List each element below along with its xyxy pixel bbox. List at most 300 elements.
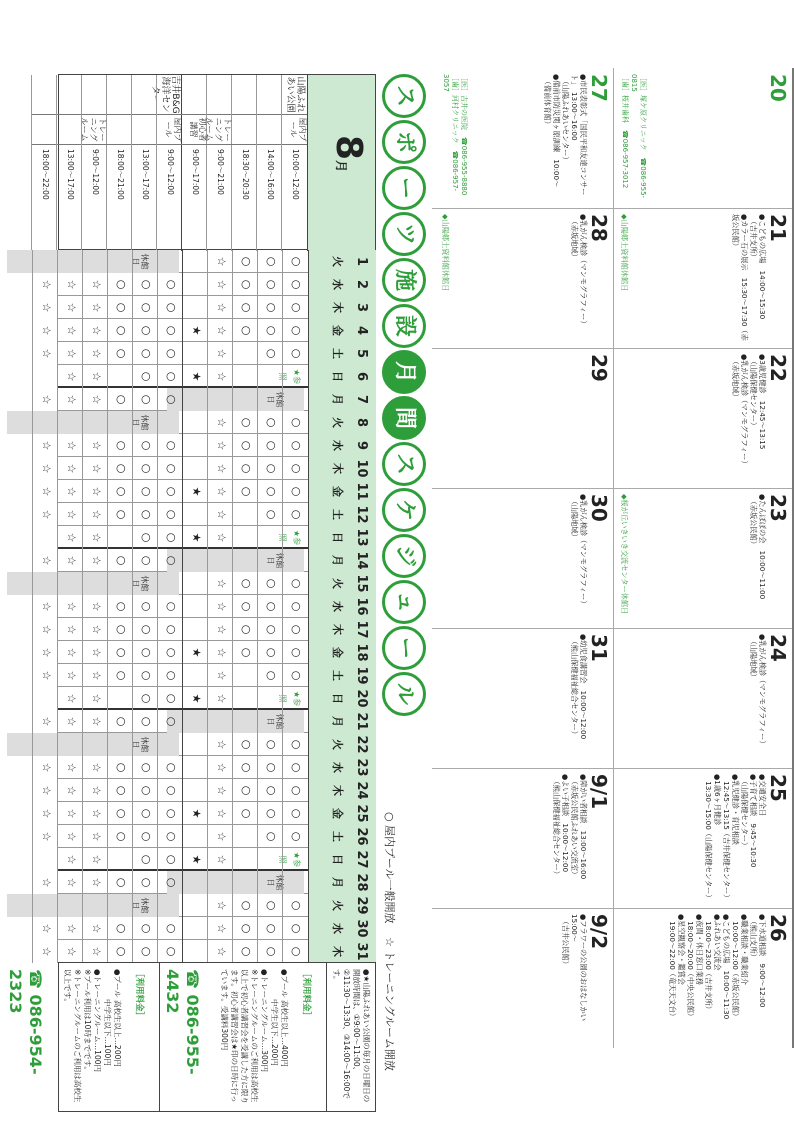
day-column: [40, 503, 376, 526]
title-character: ポ: [382, 120, 426, 164]
day-number: 14: [354, 551, 369, 570]
title-character: 設: [382, 304, 426, 348]
schedule-mark: ○: [240, 440, 253, 451]
row-divider: [57, 250, 58, 273]
row-divider: [257, 802, 258, 825]
row-divider: [32, 434, 33, 457]
schedule-mark: ○: [115, 762, 128, 773]
schedule-mark: ☆: [40, 509, 53, 520]
calendar-day: [435, 768, 613, 908]
row-divider: [182, 733, 183, 756]
row-divider: [282, 664, 283, 687]
grid-header-month: [307, 75, 375, 251]
row-divider: [257, 273, 258, 296]
row-divider: [257, 457, 258, 480]
row-divider: [82, 250, 83, 273]
schedule-mark: ☆: [215, 348, 228, 359]
row-divider: [82, 296, 83, 319]
schedule-mark: ○: [240, 578, 253, 589]
row-divider: [207, 733, 208, 756]
row-divider: [232, 664, 233, 687]
schedule-mark: ☆: [90, 348, 103, 359]
row-divider: [157, 342, 158, 365]
row-divider: [32, 848, 33, 871]
row-divider: [82, 388, 83, 411]
row-divider: [32, 756, 33, 779]
schedule-mark: ○: [165, 670, 178, 681]
row-divider: [207, 917, 208, 940]
weekday: 月: [331, 716, 344, 727]
day-column: [40, 549, 376, 572]
schedule-mark: ☆: [90, 831, 103, 842]
row-divider: [82, 503, 83, 526]
schedule-mark: ○: [165, 877, 178, 888]
facility-labels: [41, 74, 376, 250]
row-divider: [57, 779, 58, 802]
schedule-mark: ☆: [65, 532, 78, 543]
calendar-events: ●交通安全日 ●子育て相談 9:45〜10:30 （山陽保健センター） ●乳児健診・育児相談 12:45〜13:15（吉井保健センター） ●1歳6ヶ月健診 13:30〜15:00（山陽保健センター）: [704, 774, 767, 902]
row-divider: [207, 365, 208, 388]
row-divider: [257, 526, 258, 549]
on-duty-clinic: ［医］塚ケ原クリニック ☎086-955-0815 ［歯］桜井歯科 ☎086-957-3012: [621, 74, 647, 199]
row-divider: [107, 411, 108, 434]
row-divider: [207, 710, 208, 733]
row-divider: [82, 802, 83, 825]
calendar-date: 27: [587, 74, 611, 102]
row-divider: [182, 319, 183, 342]
schedule-mark: ○: [290, 624, 303, 635]
row-divider: [82, 756, 83, 779]
row-divider: [182, 296, 183, 319]
row-divider: [32, 411, 33, 434]
day-number: 9: [354, 440, 369, 451]
weekday: 土: [331, 509, 344, 520]
weekday: 金: [331, 647, 344, 658]
legend-training: ☆ トレーニングルーム開放: [383, 937, 396, 1071]
schedule-mark: ○: [240, 601, 253, 612]
day-number: 22: [354, 735, 369, 754]
row-divider: [232, 894, 233, 917]
row-divider: [32, 894, 33, 917]
schedule-mark: ○: [115, 555, 128, 566]
time-slot: 14:00〜16:00: [266, 149, 275, 200]
schedule-mark: ○: [165, 946, 178, 957]
schedule-mark: ○: [265, 808, 278, 819]
day-number: 2: [354, 279, 369, 290]
row-divider: [107, 687, 108, 710]
schedule-mark: ☆: [215, 486, 228, 497]
day-number: 11: [354, 482, 369, 501]
schedule-mark: ★: [190, 854, 203, 865]
row-divider: [182, 595, 183, 618]
row-divider: [157, 250, 158, 273]
row-divider: [32, 250, 33, 273]
row-divider: [157, 296, 158, 319]
schedule-mark: ☆: [90, 854, 103, 865]
row-divider: [57, 802, 58, 825]
row-divider: [257, 641, 258, 664]
calendar-day: [613, 768, 792, 908]
row-divider: [257, 871, 258, 894]
row-divider: [132, 434, 133, 457]
schedule-mark: ☆: [215, 854, 228, 865]
row-divider: [257, 664, 258, 687]
weekday: 土: [331, 670, 344, 681]
schedule-mark: ☆: [65, 808, 78, 819]
row-divider: [182, 480, 183, 503]
row-divider: [82, 572, 83, 595]
row-divider: [132, 710, 133, 733]
title-character: ジ: [382, 534, 426, 578]
calendar-date: 22: [766, 354, 790, 382]
row-divider: [182, 411, 183, 434]
closed-notice: ◆山陽郷土資料館休館日: [441, 214, 450, 292]
row-divider: [132, 848, 133, 871]
row-divider: [82, 434, 83, 457]
schedule-mark: ☆: [215, 463, 228, 474]
day-column: [58, 894, 376, 917]
row-divider: [32, 296, 33, 319]
row-divider: [107, 273, 108, 296]
schedule-mark: ○: [290, 785, 303, 796]
row-divider: [282, 250, 283, 273]
schedule-mark: ○: [290, 923, 303, 934]
time-slot: 13:00〜17:00: [66, 149, 75, 200]
row-divider: [207, 618, 208, 641]
schedule-mark: ○: [140, 831, 153, 842]
row-divider: [282, 871, 283, 894]
weekday: 火: [331, 256, 344, 267]
row-divider: [57, 526, 58, 549]
schedule-mark: ○: [290, 279, 303, 290]
row-divider: [232, 457, 233, 480]
row-divider: [182, 641, 183, 664]
schedule-mark: ○: [140, 647, 153, 658]
row-divider: [257, 319, 258, 342]
schedule-mark: ○: [115, 785, 128, 796]
schedule-mark: ○: [165, 624, 178, 635]
day-header: [308, 756, 376, 779]
row-divider: [107, 296, 108, 319]
schedule-mark: ★: [190, 693, 203, 704]
weekday: 土: [331, 831, 344, 842]
row-divider: [32, 664, 33, 687]
calendar-events: ●市民表彰式「国民平和友達コンサート」 13:00〜16:00 （山陽ふれあいセンター） ●備前市防災関ヶ原訓練 10:00〜 （備前体育館）: [543, 74, 588, 196]
schedule-mark: ☆: [215, 601, 228, 612]
calendar-events: ●こどもの広場 14:00〜15:30 （吉井支所） ●カラー石の展示 15:30〜17:30（赤坂公民館）: [731, 214, 767, 341]
row-divider: [57, 572, 58, 595]
row-divider: [157, 365, 158, 388]
schedule-mark: ○: [265, 509, 278, 520]
calendar-column: [432, 488, 792, 629]
schedule-mark: ○: [290, 578, 303, 589]
row-divider: [257, 848, 258, 871]
schedule-mark: ☆: [65, 371, 78, 382]
row-divider: [282, 595, 283, 618]
closed-day: 休館日: [167, 871, 304, 894]
row-divider: [131, 75, 132, 251]
row-divider: [257, 411, 258, 434]
schedule-mark: ○: [165, 325, 178, 336]
row-divider: [132, 641, 133, 664]
row-divider: [32, 618, 33, 641]
row-divider: [82, 595, 83, 618]
schedule-mark: ☆: [40, 624, 53, 635]
schedule-mark: ○: [165, 371, 178, 382]
schedule-mark: ☆: [40, 831, 53, 842]
row-divider: [57, 641, 58, 664]
row-divider: [282, 319, 283, 342]
fee-info-yoshii: [47, 963, 159, 1111]
calendar-date: 21: [766, 214, 790, 242]
day-column: [58, 250, 376, 273]
row-divider: [257, 250, 258, 273]
row-divider: [232, 480, 233, 503]
schedule-mark: ☆: [40, 762, 53, 773]
row-divider: [182, 273, 183, 296]
schedule-mark: ○: [290, 601, 303, 612]
row-divider: [132, 388, 133, 411]
schedule-mark: ○: [140, 808, 153, 819]
day-number: 26: [354, 827, 369, 846]
schedule-mark: ☆: [215, 279, 228, 290]
day-column: [40, 296, 376, 319]
schedule-mark: ★: [190, 325, 203, 336]
time-slot: 9:00〜12:00: [91, 149, 100, 195]
row-divider: [282, 480, 283, 503]
row-divider: [107, 641, 108, 664]
row-divider: [282, 848, 283, 871]
row-divider: [232, 365, 233, 388]
calendar-day: [613, 348, 792, 488]
phone-sanyo[interactable]: ☎ 086-955-4432: [163, 969, 202, 1075]
row-divider: [182, 756, 183, 779]
row-divider: [232, 618, 233, 641]
row-divider: [232, 273, 233, 296]
row-divider: [107, 848, 108, 871]
schedule-mark: ○: [290, 831, 303, 842]
time-slot: 9:00〜17:00: [191, 149, 200, 195]
row-divider: [257, 480, 258, 503]
day-number: 29: [354, 896, 369, 915]
day-header: [308, 871, 376, 894]
schedule-mark: ☆: [65, 601, 78, 612]
day-column: [40, 618, 376, 641]
row-divider: [257, 756, 258, 779]
schedule-mark: ○: [240, 900, 253, 911]
schedule-mark: ○: [165, 831, 178, 842]
row-divider: [257, 365, 258, 388]
row-divider: [157, 457, 158, 480]
calendar-events: ●乳がん検診（マンモグラフィー） （山陽地域）: [570, 494, 588, 608]
schedule-mark: ○: [265, 578, 278, 589]
schedule-mark: ○: [265, 417, 278, 428]
schedule-mark: ★: [190, 371, 203, 382]
row-divider: [32, 457, 33, 480]
row-divider: [32, 825, 33, 848]
row-divider: [207, 296, 208, 319]
weekday: 火: [331, 578, 344, 589]
calendar-day: [613, 908, 792, 1048]
row-divider: [132, 250, 133, 273]
row-divider: [232, 526, 233, 549]
calendar-date: 24: [766, 634, 790, 662]
legend-open: ○ 屋内プール一般開放: [383, 812, 396, 924]
row-divider: [132, 917, 133, 940]
row-divider: [82, 710, 83, 733]
title-character: 月: [382, 350, 426, 394]
row-divider: [32, 871, 33, 894]
row-divider: [32, 687, 33, 710]
row-divider: [107, 802, 108, 825]
row-divider: [157, 802, 158, 825]
schedule-mark: ○: [290, 762, 303, 773]
calendar-day: [613, 488, 792, 628]
closed-notice: ◆桜が丘いきいき交流センター休館日: [620, 494, 629, 615]
calendar-date: 9/2: [587, 914, 611, 950]
schedule-mark: ☆: [65, 785, 78, 796]
sanyo-sunday-note: ●★山陽ふれあい公園の毎月の日曜日の開放時間は、①9:00〜11:00、②11:30〜13:30、③14:00〜16:00です。: [332, 969, 371, 1103]
row-divider: [81, 75, 82, 251]
row-divider: [182, 687, 183, 710]
schedule-mark: ☆: [90, 808, 103, 819]
row-divider: [57, 457, 58, 480]
time-slot: 10:00〜12:00: [291, 149, 300, 200]
schedule-mark: ○: [165, 302, 178, 313]
row-divider: [107, 940, 108, 963]
schedule-mark: ☆: [90, 923, 103, 934]
row-divider: [207, 940, 208, 963]
schedule-mark: ○: [165, 394, 178, 405]
title-character: ス: [382, 74, 426, 118]
closed-day: 休館日: [7, 411, 179, 434]
row-divider: [257, 917, 258, 940]
schedule-mark: ○: [115, 670, 128, 681]
row-divider: [32, 319, 33, 342]
row-divider: [182, 917, 183, 940]
row-divider: [132, 940, 133, 963]
row-divider: [107, 250, 108, 273]
schedule-mark: ○: [140, 279, 153, 290]
day-header: [308, 457, 376, 480]
row-divider: [282, 618, 283, 641]
day-column: [40, 388, 376, 411]
row-divider: [157, 756, 158, 779]
row-divider: [157, 549, 158, 572]
schedule-mark: ○: [265, 923, 278, 934]
phone-yoshii[interactable]: ☎ 086-954-2323: [6, 969, 45, 1075]
row-divider: [32, 802, 33, 825]
time-slot: 9:00〜12:00: [166, 149, 175, 195]
calendar-day: [613, 208, 792, 348]
facility-name: 吉井B&G海洋センター: [32, 75, 182, 115]
row-divider: [157, 940, 158, 963]
schedule-mark: ☆: [65, 670, 78, 681]
title-character: ツ: [382, 212, 426, 256]
time-slot: 13:00〜17:00: [141, 149, 150, 200]
row-divider: [157, 595, 158, 618]
schedule-mark: ○: [265, 440, 278, 451]
row-divider: [207, 273, 208, 296]
weekday: 木: [331, 463, 344, 474]
schedule-mark: ○: [115, 279, 128, 290]
row-divider: [157, 503, 158, 526]
day-column: [40, 871, 376, 894]
schedule-mark: ○: [265, 900, 278, 911]
grid-legend: [382, 812, 396, 1081]
time-slot: 18:00〜22:00: [41, 149, 50, 200]
row-divider: [282, 457, 283, 480]
row-divider: [57, 549, 58, 572]
row-divider: [57, 825, 58, 848]
row-divider: [182, 802, 183, 825]
schedule-mark: ○: [140, 670, 153, 681]
schedule-mark: ○: [140, 348, 153, 359]
row-divider: [32, 733, 33, 756]
row-divider: [257, 687, 258, 710]
row-divider: [257, 825, 258, 848]
row-divider: [182, 664, 183, 687]
day-number: 17: [354, 620, 369, 639]
row-divider: [207, 526, 208, 549]
schedule-mark: ○: [140, 693, 153, 704]
schedule-mark: ○: [240, 417, 253, 428]
row-divider: [107, 710, 108, 733]
row-divider: [182, 572, 183, 595]
schedule-mark: ☆: [90, 647, 103, 658]
schedule-mark: ○: [140, 624, 153, 635]
row-divider: [232, 641, 233, 664]
event-calendar: [428, 68, 794, 1048]
schedule-mark: ☆: [65, 555, 78, 566]
row-divider: [257, 733, 258, 756]
day-number: 12: [354, 505, 369, 524]
row-divider: [157, 825, 158, 848]
row-divider: [132, 411, 133, 434]
row-divider: [82, 342, 83, 365]
row-divider: [182, 710, 183, 733]
title-character: ュ: [382, 580, 426, 624]
row-divider: [57, 319, 58, 342]
day-number: 4: [354, 325, 369, 336]
row-divider: [132, 595, 133, 618]
row-divider: [207, 664, 208, 687]
schedule-mark: ○: [240, 279, 253, 290]
schedule-mark: ○: [115, 325, 128, 336]
row-divider: [132, 526, 133, 549]
schedule-mark: ☆: [40, 348, 53, 359]
day-column: [58, 687, 376, 710]
schedule-mark: ★: [190, 486, 203, 497]
row-divider: [232, 848, 233, 871]
schedule-mark: ○: [115, 348, 128, 359]
row-divider: [232, 319, 233, 342]
row-divider: [282, 779, 283, 802]
schedule-mark: ★参照: [278, 851, 301, 868]
schedule-mark: ○: [240, 624, 253, 635]
row-divider: [207, 250, 208, 273]
schedule-mark: ☆: [215, 693, 228, 704]
day-number: 23: [354, 758, 369, 777]
row-divider: [107, 457, 108, 480]
row-divider: [107, 779, 108, 802]
row-divider: [182, 848, 183, 871]
row-divider: [132, 342, 133, 365]
schedule-mark: ☆: [90, 785, 103, 796]
day-number: 25: [354, 804, 369, 823]
schedule-mark: ○: [265, 785, 278, 796]
schedule-mark: ○: [115, 509, 128, 520]
